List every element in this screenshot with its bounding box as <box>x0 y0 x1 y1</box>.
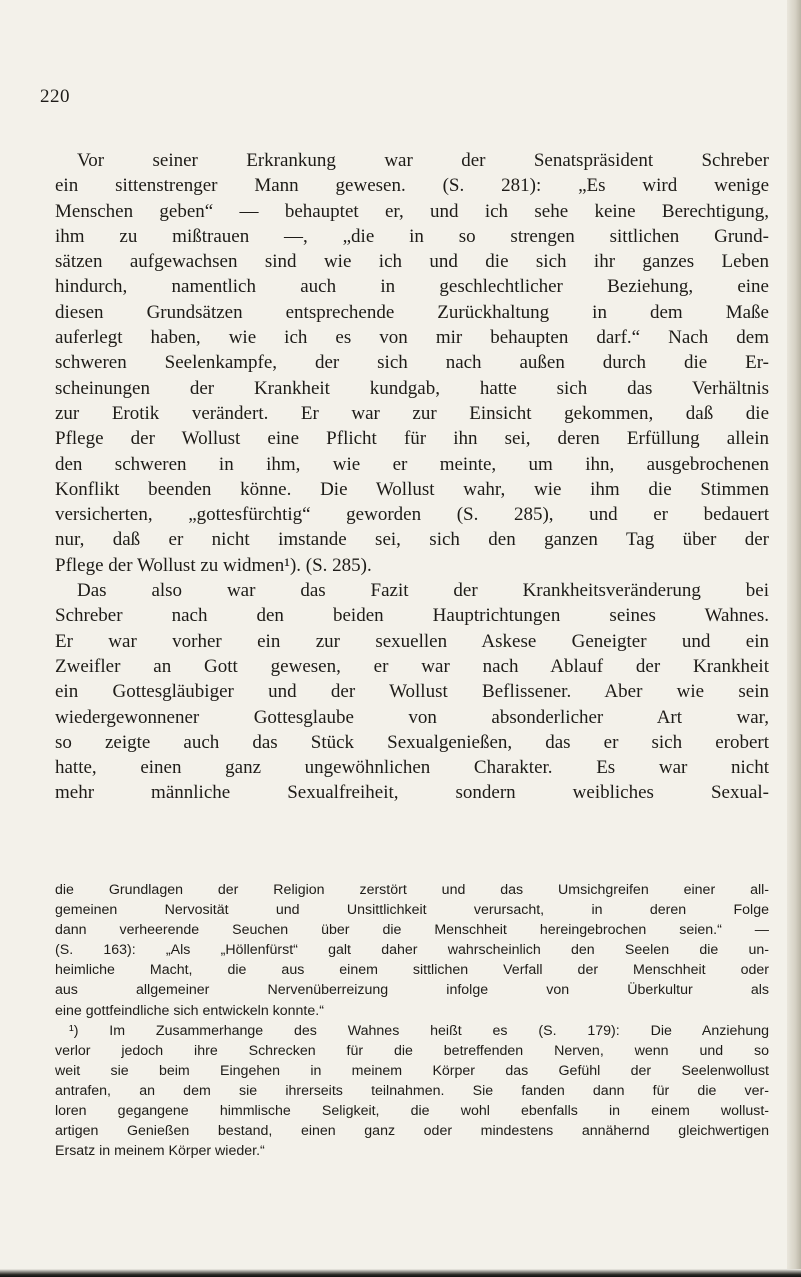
body-line: ein Gottesgläubiger und der Wollust Beflissener. Aber wie sein <box>55 681 769 703</box>
body-line: Pflege der Wollust eine Pflicht für ihn sei, deren Erfüllung allein <box>55 428 769 450</box>
footnote-line: loren gegangene himmlische Seligkeit, die wohl ebenfalls in einem wollust- <box>55 1103 769 1120</box>
body-line: schweren Seelenkampfe, der sich nach außen durch die Er- <box>55 352 769 374</box>
body-line: hatte, einen ganz ungewöhnlichen Charakter. Es war nicht <box>55 757 769 779</box>
footnote-line: heimliche Macht, die aus einem sittlichen Verfall der Menschheit oder <box>55 962 769 979</box>
body-line: so zeigte auch das Stück Sexualgenießen, das er sich erobert <box>55 731 769 753</box>
body-line: nur, daß er nicht imstande sei, sich den ganzen Tag über der <box>55 529 769 551</box>
footnote-line: die Grundlagen der Religion zerstört und das Umsichgreifen einer all- <box>55 882 769 898</box>
footnote-line: Ersatz in meinem Körper wieder.“ <box>55 1143 265 1160</box>
body-line: hindurch, namentlich auch in geschlechtlicher Beziehung, eine <box>55 276 769 298</box>
body-line: zur Erotik verändert. Er war zur Einsicht gekommen, daß die <box>55 402 769 424</box>
body-line: scheinungen der Krankheit kundgab, hatte sich das Verhältnis <box>55 377 769 399</box>
footnote-line: weit sie beim Eingehen in meinem Körper das Gefühl der Seelenwollust <box>55 1062 769 1079</box>
body-line: ein sittenstrenger Mann gewesen. (S. 281): „Es wird wenige <box>55 175 769 197</box>
page-edge-shadow <box>787 0 801 1277</box>
footnote-line: dann verheerende Seuchen über die Menschheit hereingebrochen seien.“ — <box>55 922 769 939</box>
body-line: ihm zu mißtrauen —, „die in so strengen sittlichen Grund- <box>55 225 769 247</box>
body-line: mehr männliche Sexualfreiheit, sondern weibliches Sexual- <box>55 782 769 804</box>
body-line: Er war vorher ein zur sexuellen Askese Geneigter und ein <box>55 630 769 652</box>
footnote-line: verlor jedoch ihre Schrecken für die betreffenden Nerven, wenn und so <box>55 1042 769 1059</box>
body-line: Schreber nach den beiden Hauptrichtungen seines Wahnes. <box>55 605 769 627</box>
footnote-line: ¹) Im Zusammerhange des Wahnes heißt es (S. 179): Die Anziehung <box>69 1022 769 1039</box>
footnote-line: (S. 163): „Als „Höllenfürst“ galt daher wahrscheinlich den Seelen die un- <box>55 942 769 959</box>
body-line: Pflege der Wollust zu widmen¹). (S. 285). <box>55 554 372 576</box>
body-line: Konflikt beenden könne. Die Wollust wahr, wie ihm die Stimmen <box>55 478 769 500</box>
body-line: auferlegt haben, wie ich es von mir behaupten darf.“ Nach dem <box>55 327 769 349</box>
body-line: sätzen aufgewachsen sind wie ich und die sich ihr ganzes Leben <box>55 251 769 273</box>
body-line: versicherten, „gottesfürchtig“ geworden (S. 285), und er bedauert <box>55 504 769 526</box>
body-line: Menschen geben“ — behauptet er, und ich sehe keine Berechtigung, <box>55 200 769 222</box>
body-line: wiedergewonnener Gottesglaube von absonderlicher Art war, <box>55 706 769 728</box>
footnote-line: aus allgemeiner Nervenüberreizung infolge von Überkultur als <box>55 982 769 999</box>
footnote-line: eine gottfeindliche sich entwickeln konnte.“ <box>55 1002 324 1019</box>
body-line: Das also war das Fazit der Krankheitsveränderung bei <box>77 580 769 602</box>
footnote-line: antrafen, an dem sie ihrerseits teilnahmen. Sie fanden dann für die ver- <box>55 1082 769 1099</box>
footnote-line: artigen Genießen bestand, einen ganz oder mindestens annähernd gleichwertigen <box>55 1123 769 1140</box>
body-line: Vor seiner Erkrankung war der Senatspräsident Schreber <box>77 150 769 171</box>
body-line: den schweren in ihm, wie er meinte, um ihn, ausgebrochenen <box>55 453 769 475</box>
footnote-line: gemeinen Nervosität und Unsittlichkeit verursacht, in deren Folge <box>55 902 769 919</box>
body-line: diesen Grundsätzen entsprechende Zurückhaltung in dem Maße <box>55 301 769 323</box>
body-line: Zweifler an Gott gewesen, er war nach Ablauf der Krankheit <box>55 655 769 677</box>
footnotes <box>55 880 769 1161</box>
body-text <box>55 148 769 806</box>
page-number: 220 <box>40 86 70 107</box>
scan-bottom-edge <box>0 1269 801 1277</box>
